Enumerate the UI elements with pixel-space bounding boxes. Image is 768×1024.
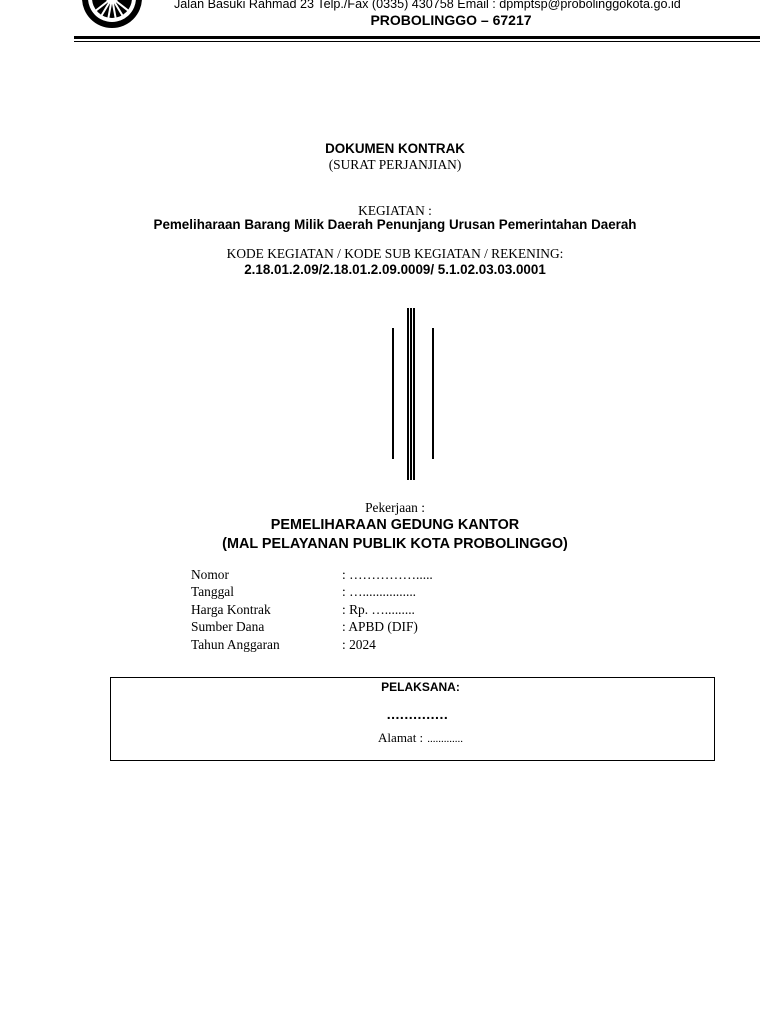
pekerjaan-label: Pekerjaan : [365, 500, 425, 515]
kegiatan-label: KEGIATAN : [358, 203, 432, 218]
info-label: Tanggal [191, 584, 234, 600]
document-subtitle: (SURAT PERJANJIAN) [328, 157, 462, 172]
kode-value: 2.18.01.2.09/2.18.01.2.09.0009/ 5.1.02.03.03.0001 [244, 262, 546, 277]
pelaksana-title: PELAKSANA: [381, 680, 460, 694]
alamat-label: Alamat : [378, 730, 424, 745]
info-label: Tahun Anggaran [191, 636, 280, 652]
info-row-tanggal [191, 583, 433, 600]
contract-info-table [191, 566, 433, 653]
info-row-sumber-dana [191, 618, 433, 635]
pelaksana-box [110, 677, 715, 761]
letterhead-address: Jalan Basuki Rahmad 23 Telp./Fax (0335) 430758 Email : dpmptsp@probolinggokota.go.id [174, 0, 681, 11]
alamat-value: ............. [427, 733, 463, 745]
info-row-nomor [191, 566, 433, 583]
kode-label: KODE KEGIATAN / KODE SUB KEGIATAN / REKENING: [226, 246, 564, 261]
pekerjaan-title-line2: (MAL PELAYANAN PUBLIK KOTA PROBOLINGGO) [222, 536, 568, 552]
info-label: Nomor [191, 567, 229, 582]
letterhead-thin-rule [74, 41, 760, 42]
info-label: Sumber Dana [191, 619, 265, 635]
info-value: : APBD (DIF) [342, 619, 418, 635]
info-value: : …................ [342, 584, 417, 600]
letterhead-thick-rule [74, 36, 760, 39]
pekerjaan-title-line1: PEMELIHARAAN GEDUNG KANTOR [270, 517, 520, 533]
pelaksana-name: .............. [386, 706, 449, 722]
kegiatan-value: Pemeliharaan Barang Milik Daerah Penunjang Urusan Pemerintahan Daerah [153, 217, 637, 232]
vertical-lines-ornament [390, 308, 436, 480]
info-value: : 2024 [342, 636, 376, 652]
info-value: : ……………..... [342, 567, 433, 582]
document-title: DOKUMEN KONTRAK [325, 141, 465, 156]
info-row-tahun-anggaran [191, 636, 433, 653]
info-row-harga-kontrak [191, 601, 433, 618]
letterhead [0, 0, 768, 46]
info-label: Harga Kontrak [191, 601, 271, 617]
letterhead-city: PROBOLINGGO – 67217 [370, 12, 532, 28]
info-value: : Rp. …......... [342, 601, 415, 617]
pelaksana-alamat [111, 730, 714, 746]
